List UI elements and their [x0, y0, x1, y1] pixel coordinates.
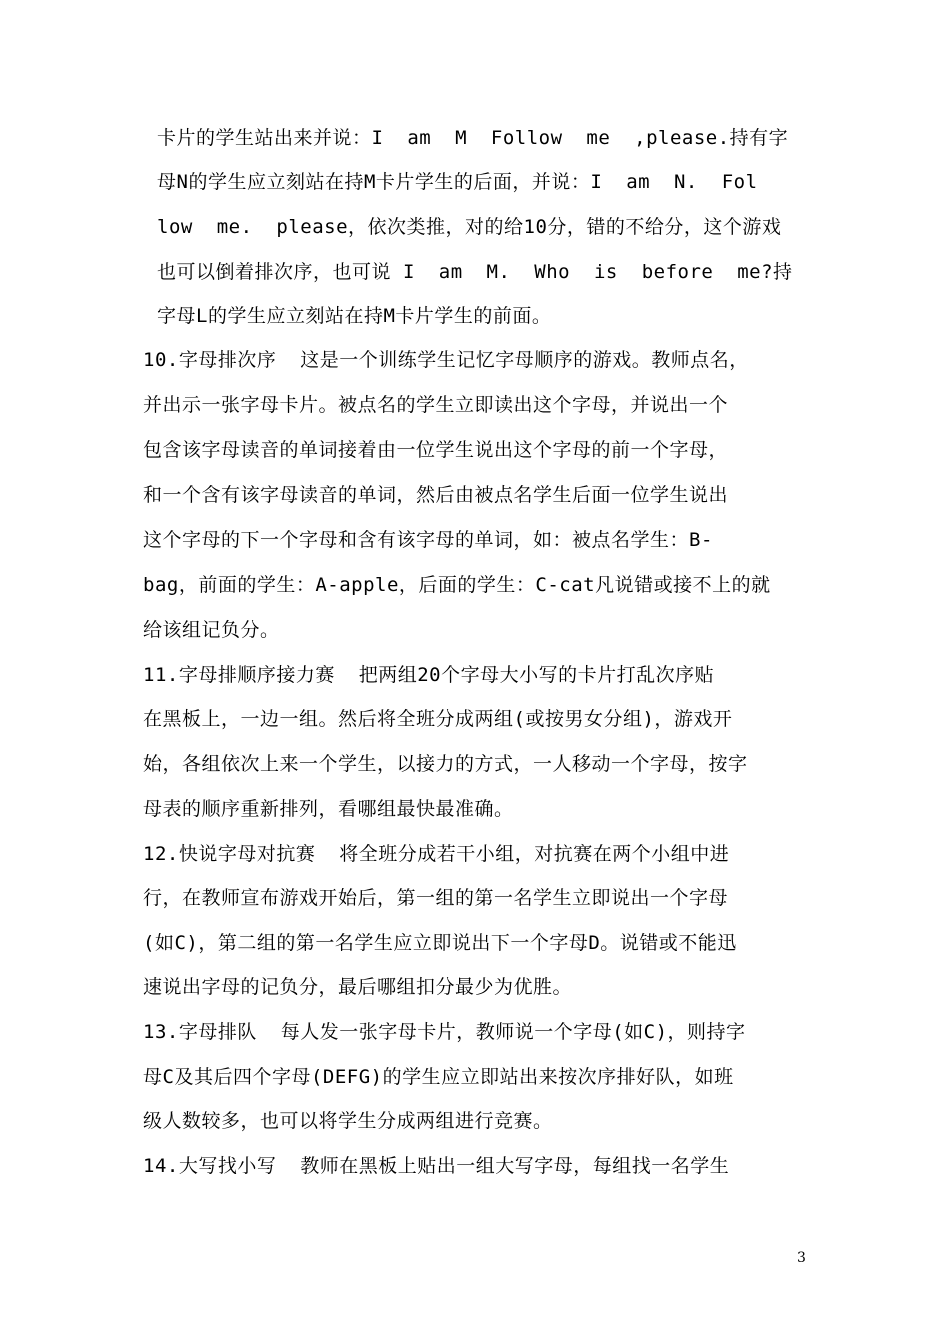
page-number: 3 — [797, 1250, 806, 1266]
paragraph-13-line: 13.字母排队 每人发一张字母卡片，教师说一个字母(如C)，则持字 — [143, 1021, 746, 1043]
text-line: 字母L的学生应立刻站在持M卡片学生的前面。 — [157, 305, 552, 327]
text-line: 母表的顺序重新排列，看哪组最快最准确。 — [143, 798, 514, 820]
text-line: (如C)，第二组的第一名学生应立即说出下一个字母D。说错或不能迅 — [143, 932, 737, 954]
paragraph-11-line: 11.字母排顺序接力赛 把两组20个字母大小写的卡片打乱次序贴 — [143, 664, 715, 686]
text-line: 母C及其后四个字母(DEFG)的学生应立即站出来按次序排好队，如班 — [143, 1066, 734, 1088]
text-line: 母N的学生应立刻站在持M卡片学生的后面，并说：I am N. Fol — [157, 171, 758, 193]
text-line: 卡片的学生站出来并说：I am M Follow me ,please.持有字 — [157, 127, 789, 149]
text-line: 始，各组依次上来一个学生，以接力的方式，一人移动一个字母，按字 — [143, 753, 748, 775]
text-line: low me. please，依次类推，对的给10分，错的不给分，这个游戏 — [157, 216, 782, 238]
text-line: 包含该字母读音的单词接着由一位学生说出这个字母的前一个字母， — [143, 439, 729, 461]
text-line: 在黑板上，一边一组。然后将全班分成两组(或按男女分组)，游戏开 — [143, 708, 733, 730]
paragraph-12-line: 12.快说字母对抗赛 将全班分成若干小组，对抗赛在两个小组中进 — [143, 843, 730, 865]
text-line: 给该组记负分。 — [143, 619, 280, 641]
text-line: 和一个含有该字母读音的单词，然后由被点名学生后面一位学生说出 — [143, 484, 729, 506]
text-line: 并出示一张字母卡片。被点名的学生立即读出这个字母，并说出一个 — [143, 394, 729, 416]
paragraph-14-line: 14.大写找小写 教师在黑板上贴出一组大写字母，每组找一名学生 — [143, 1155, 730, 1177]
paragraph-10-line: 10.字母排次序 这是一个训练学生记忆字母顺序的游戏。教师点名， — [143, 349, 749, 371]
text-line: 速说出字母的记负分，最后哪组扣分最少为优胜。 — [143, 976, 573, 998]
text-line: 级人数较多，也可以将学生分成两组进行竞赛。 — [143, 1110, 553, 1132]
text-line: bag，前面的学生：A-apple，后面的学生：C-cat凡说错或接不上的就 — [143, 574, 771, 596]
text-line: 这个字母的下一个字母和含有该字母的单词，如：被点名学生：B- — [143, 529, 713, 551]
text-line: 行，在教师宣布游戏开始后，第一组的第一名学生立即说出一个字母 — [143, 887, 729, 909]
text-line: 也可以倒着排次序，也可说 I am M. Who is before me?持 — [157, 261, 793, 283]
